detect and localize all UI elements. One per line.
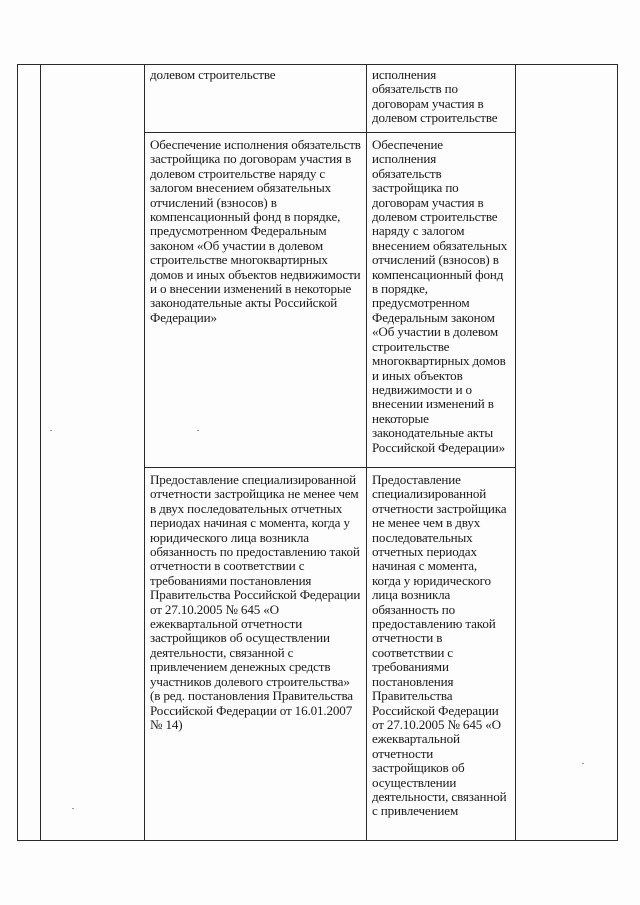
table-left-border	[17, 64, 18, 841]
table-cell-row2-description: Обеспечение исполнения обязательств застройщика по договорам участия в долевом строительстве наряду с залогом внесением обязательных отчислений (взносов) в компенсационный фонд в порядке, предусмотренном Федеральным законом «Об участии в долевом строительстве многоквартирных домов и иных объектов недвижимости и о внесении изменений в некоторые законодательные акты Российской Федерации»	[372, 137, 508, 455]
scan-speck	[582, 763, 584, 764]
column-divider-2	[144, 64, 145, 841]
scan-speck	[72, 808, 74, 809]
table-right-border	[617, 64, 618, 841]
row-separator-1	[144, 132, 515, 133]
table-top-border	[17, 64, 618, 65]
scan-speck	[50, 430, 52, 431]
row-separator-2	[144, 467, 515, 468]
column-divider-3	[366, 64, 367, 841]
scan-speck	[197, 430, 199, 431]
column-divider-4	[515, 64, 516, 841]
table-cell-row1-requirement: долевом строительстве	[150, 67, 276, 82]
column-divider-1	[40, 64, 41, 841]
table-cell-row3-requirement: Предоставление специализированной отчетности застройщика не менее чем в двух последовательных отчетных периодах начиная с момента, когда у юридического лица возникла обязанность по предоставлению такой отчетности в соответствии с требованиями постановления Правительства Российской Федерации от 27.10.2005 № 645 «О ежеквартальной отчетности застройщиков об осуществлении деятельности, связанной с привлечением денежных средств участников долевого строительства» (в ред. постановления Правительства Российской Федерации от 16.01.2007 № 14)	[150, 472, 361, 732]
table-cell-row2-requirement: Обеспечение исполнения обязательств застройщика по договорам участия в долевом строительстве наряду с залогом внесением обязательных отчислений (взносов) в компенсационный фонд в порядке, предусмотренном Федеральным законом «Об участии в долевом строительстве многоквартирных домов и иных объектов недвижимости и о внесении изменений в некоторые законодательные акты Российской Федерации»	[150, 137, 361, 325]
table-cell-row1-description: исполнения обязательств по договорам участия в долевом строительстве	[372, 67, 498, 126]
table-bottom-border	[17, 840, 618, 841]
table-cell-row3-description: Предоставление специализированной отчетности застройщика не менее чем в двух последовательных отчетных периодах начиная с момента, когда у юридического лица возникла обязанность по предоставлению такой отчетности в соответствии с требованиями постановления Правительства Российской Федерации от 27.10.2005 № 645 «О ежеквартальной отчетности застройщиков об осуществлении деятельности, связанной с привлечением	[372, 472, 507, 819]
